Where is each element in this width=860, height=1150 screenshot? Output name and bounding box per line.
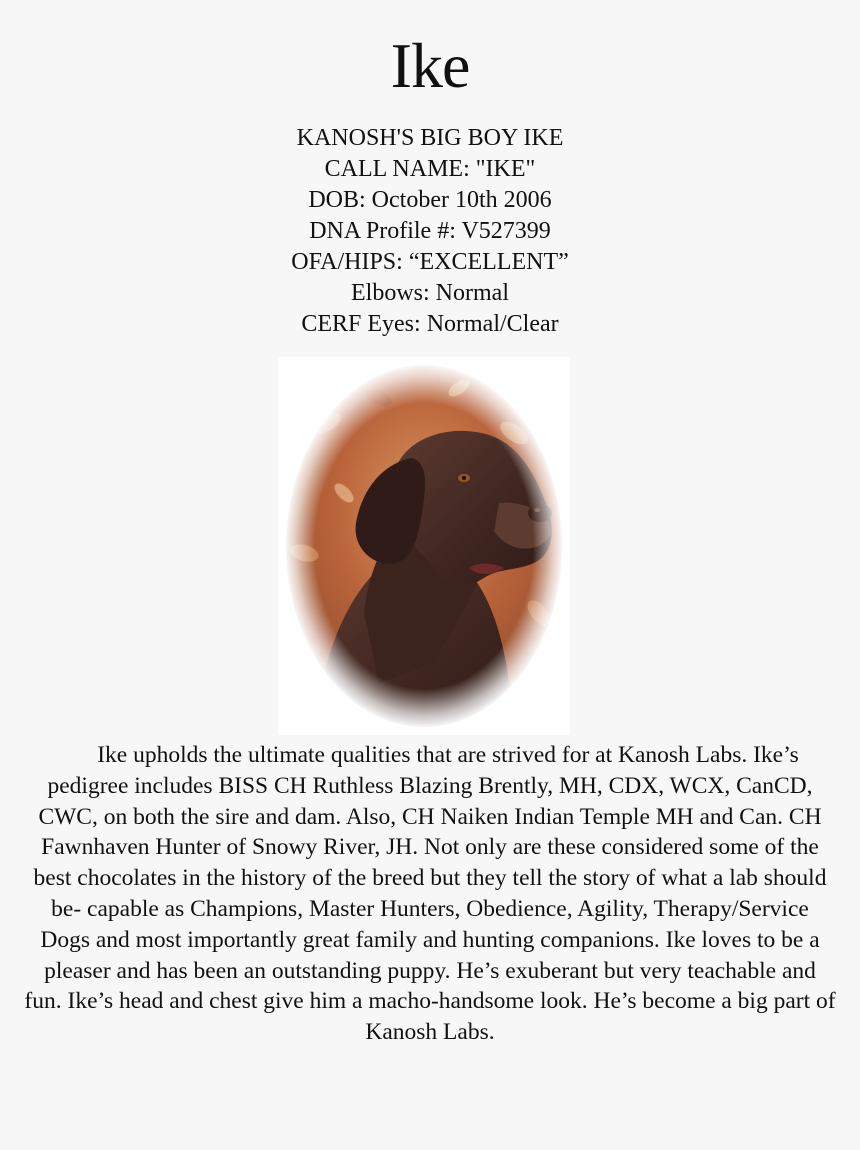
call-name: CALL NAME: "IKE" (324, 156, 536, 182)
chocolate-labrador-portrait-icon (284, 363, 564, 729)
date-of-birth: DOB: October 10th 2006 (308, 187, 552, 213)
ofa-hips: OFA/HIPS: “EXCELLENT” (291, 249, 569, 275)
dog-details-list (0, 123, 860, 340)
bio-paragraph: Ike upholds the ultimate qualities that are strived for at Kanosh Labs. Ike’s pedigree includes BISS CH Ruthless Blazing Brently, MH, CDX, WCX, CanCD, CWC, on both the sire and dam. Also, CH Naiken Indian Temple MH and Can. CH Fawnhaven Hunter of Snowy River, JH. Not only are these considered some of the best chocolates in the history of the breed but they tell the story of what a lab should be- capable as Champions, Master Hunters, Obedience, Agility, Therapy/Service Dogs and most importantly great family and hunting companions. Ike loves to be a pleaser and has been an outstanding puppy. He’s exuberant but very teachable and fun. Ike’s head and chest give him a macho-handsome look. He’s become a big part of Kanosh Labs. (24, 742, 836, 1046)
page-title: Ike (390, 30, 470, 101)
dna-profile: DNA Profile #: V527399 (309, 218, 551, 244)
elbows: Elbows: Normal (351, 280, 509, 306)
cerf-eyes: CERF Eyes: Normal/Clear (301, 311, 559, 337)
dog-photo (278, 357, 570, 735)
registered-name: KANOSH'S BIG BOY IKE (296, 125, 564, 151)
